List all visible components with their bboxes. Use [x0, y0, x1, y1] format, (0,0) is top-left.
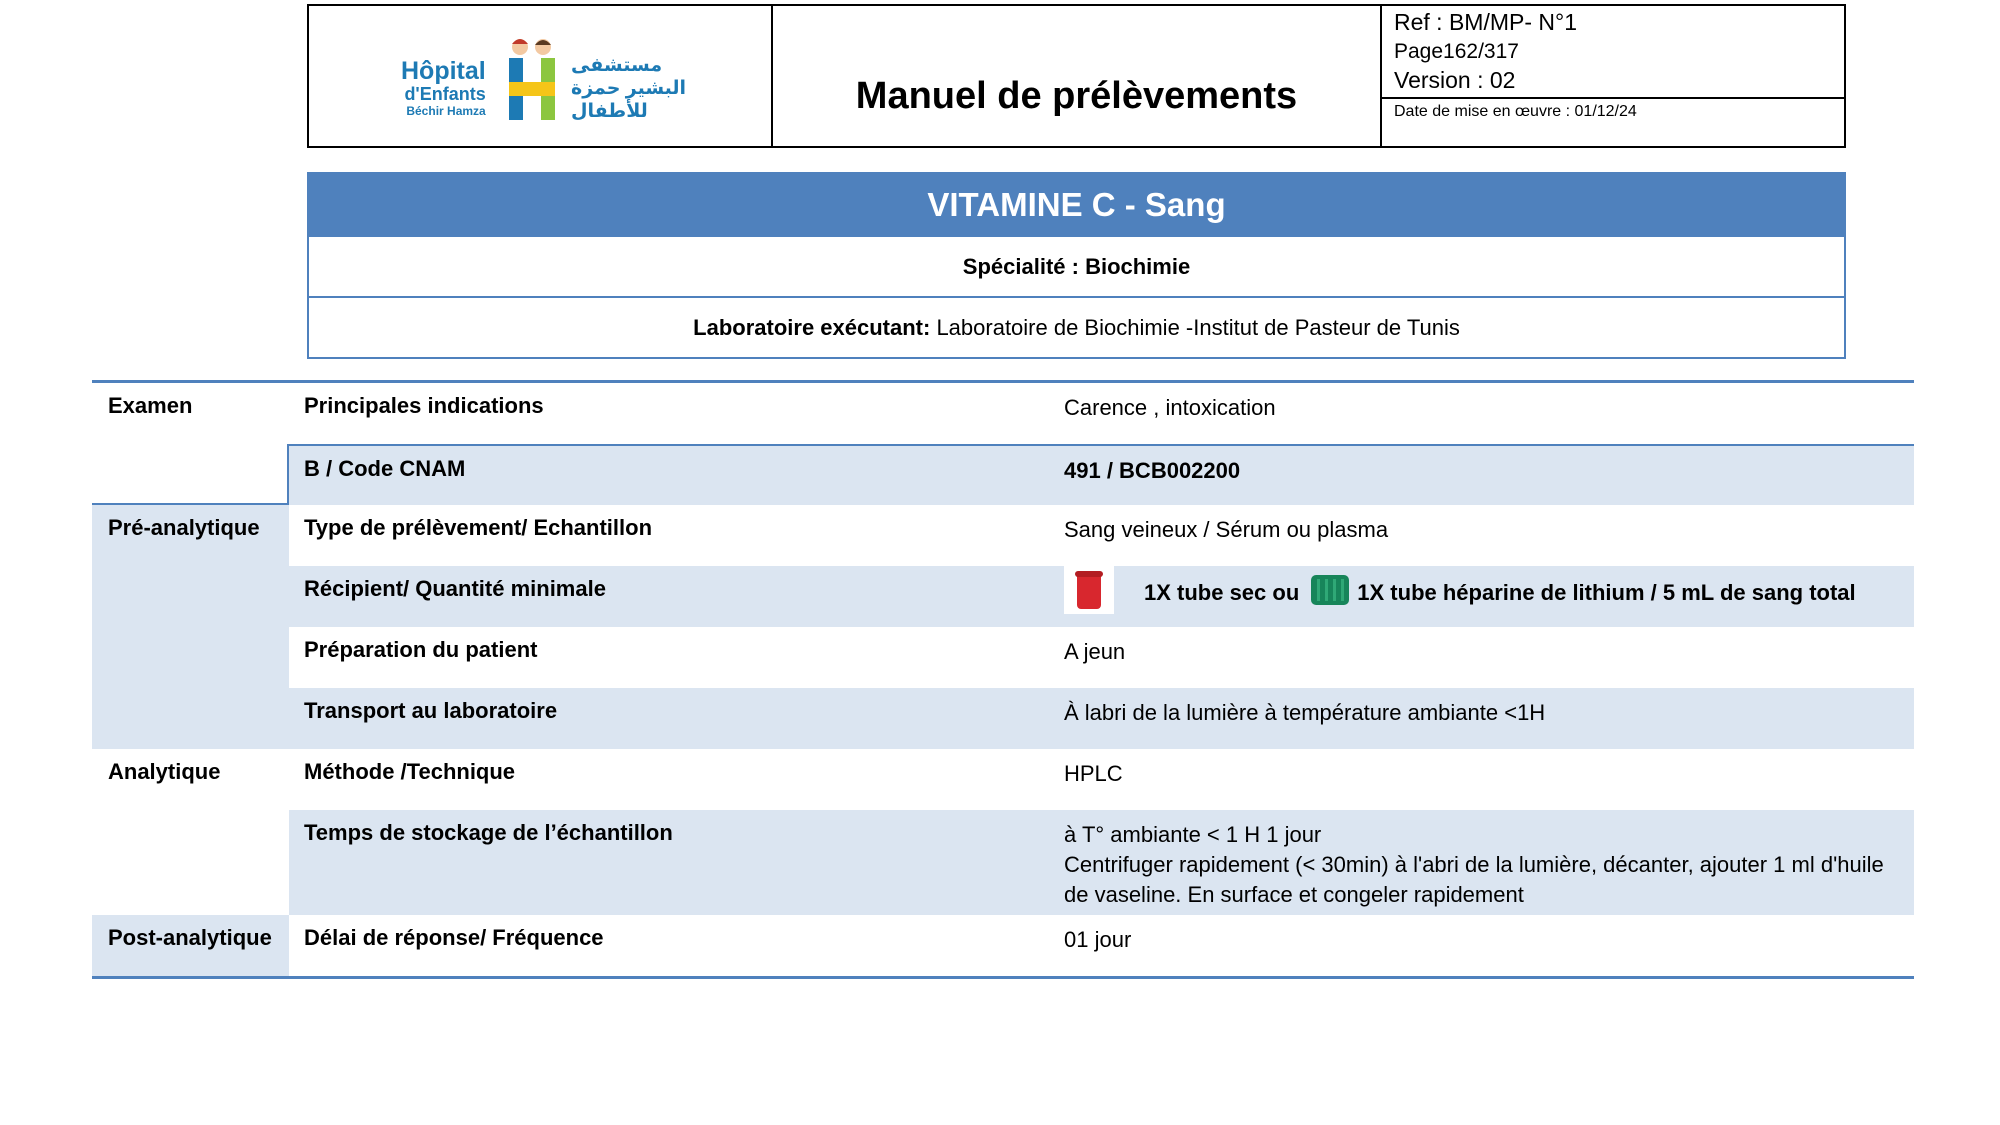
section-examen: Examen: [108, 393, 193, 418]
document-meta: [1382, 6, 1844, 146]
doc-version: Version : 02: [1394, 67, 1516, 93]
lab-value: Laboratoire de Biochimie -Institut de Pasteur de Tunis: [930, 315, 1460, 340]
row-value: [1049, 566, 1914, 627]
table-row: [92, 810, 1914, 915]
section-cell-empty: [92, 627, 289, 688]
specialty-row: [309, 235, 1844, 296]
section-pre-analytique: Pré-analytique: [92, 505, 289, 566]
row-value: Carence , intoxication: [1064, 395, 1276, 420]
manual-title: Manuel de prélèvements: [855, 75, 1298, 117]
lab-label: Laboratoire exécutant:: [693, 315, 931, 340]
row-label: Méthode /Technique: [304, 759, 516, 784]
test-title: VITAMINE C - Sang: [309, 174, 1844, 235]
table-row: [92, 627, 1914, 688]
row-value: [1049, 810, 1914, 915]
row-label: Récipient/ Quantité minimale: [289, 566, 1049, 627]
doc-page: Page162/317: [1394, 40, 1519, 63]
table-row: [92, 566, 1914, 627]
row-value: 491 / BCB002200: [1049, 444, 1914, 505]
manual-title-cell: [773, 6, 1382, 146]
table-row: [92, 688, 1914, 749]
section-cell-empty: [92, 688, 289, 749]
table-row: [92, 444, 1914, 505]
recipient-part1: 1X tube sec ou: [1144, 580, 1300, 605]
doc-date: Date de mise en œuvre : 01/12/24: [1394, 103, 1637, 120]
section-cell-empty: [92, 810, 289, 915]
logo-text-fr: [401, 58, 486, 118]
table-bottom-border: [92, 976, 1914, 979]
logo-line2: d'Enfants: [404, 84, 486, 104]
row-label: Délai de réponse/ Fréquence: [304, 925, 604, 950]
section-analytique: Analytique: [108, 759, 221, 784]
row-label: Type de prélèvement/ Echantillon: [304, 515, 653, 540]
specialty: Spécialité : Biochimie: [962, 254, 1191, 279]
logo-ar-line1: مستشفى: [571, 55, 663, 76]
logo-line3: Béchir Hamza: [406, 104, 486, 118]
logo-ar-line2: البشير حمزة: [571, 78, 687, 99]
section-cell-empty: [92, 444, 289, 505]
row-label: Principales indications: [304, 393, 544, 418]
red-tube-icon: [1064, 564, 1114, 614]
section-post-analytique: Post-analytique: [92, 915, 289, 976]
storage-line2: Centrifuger rapidement (< 30min) à l'abri de la lumière, décanter, ajouter 1 ml d'huile de vaseline. En surface et congeler rapidement: [1064, 852, 1884, 907]
hospital-logo: [309, 6, 773, 146]
table-row: [92, 505, 1914, 566]
storage-line1: à T° ambiante < 1 H 1 jour: [1064, 822, 1322, 847]
row-label: Temps de stockage de l’échantillon: [289, 810, 1049, 915]
doc-ref: Ref : BM/MP- N°1: [1394, 9, 1578, 35]
test-title-block: [307, 172, 1846, 359]
recipient-part2: 1X tube héparine de lithium / 5 mL de sang total: [1357, 580, 1856, 605]
row-label: Préparation du patient: [304, 637, 538, 662]
row-value: À labri de la lumière à température ambiante <1H: [1049, 688, 1914, 749]
children-h-logo-icon: [503, 36, 563, 122]
document-header: [307, 4, 1846, 148]
logo-text-ar: [571, 54, 686, 123]
row-label: B / Code CNAM: [289, 444, 1049, 505]
section-cell-empty: [92, 566, 289, 627]
table-row: [92, 749, 1914, 810]
row-value: A jeun: [1064, 639, 1126, 664]
specs-table: [92, 380, 1914, 979]
table-row: [92, 383, 1914, 444]
row-value: HPLC: [1064, 761, 1123, 786]
row-value: 01 jour: [1064, 927, 1132, 952]
logo-ar-line3: للأطفال: [571, 101, 648, 122]
table-row: [92, 915, 1914, 976]
logo-line1: Hôpital: [401, 57, 486, 85]
green-tube-icon: [1311, 575, 1349, 605]
row-label: Transport au laboratoire: [289, 688, 1049, 749]
lab-row: [309, 296, 1844, 357]
row-value: Sang veineux / Sérum ou plasma: [1064, 517, 1389, 542]
